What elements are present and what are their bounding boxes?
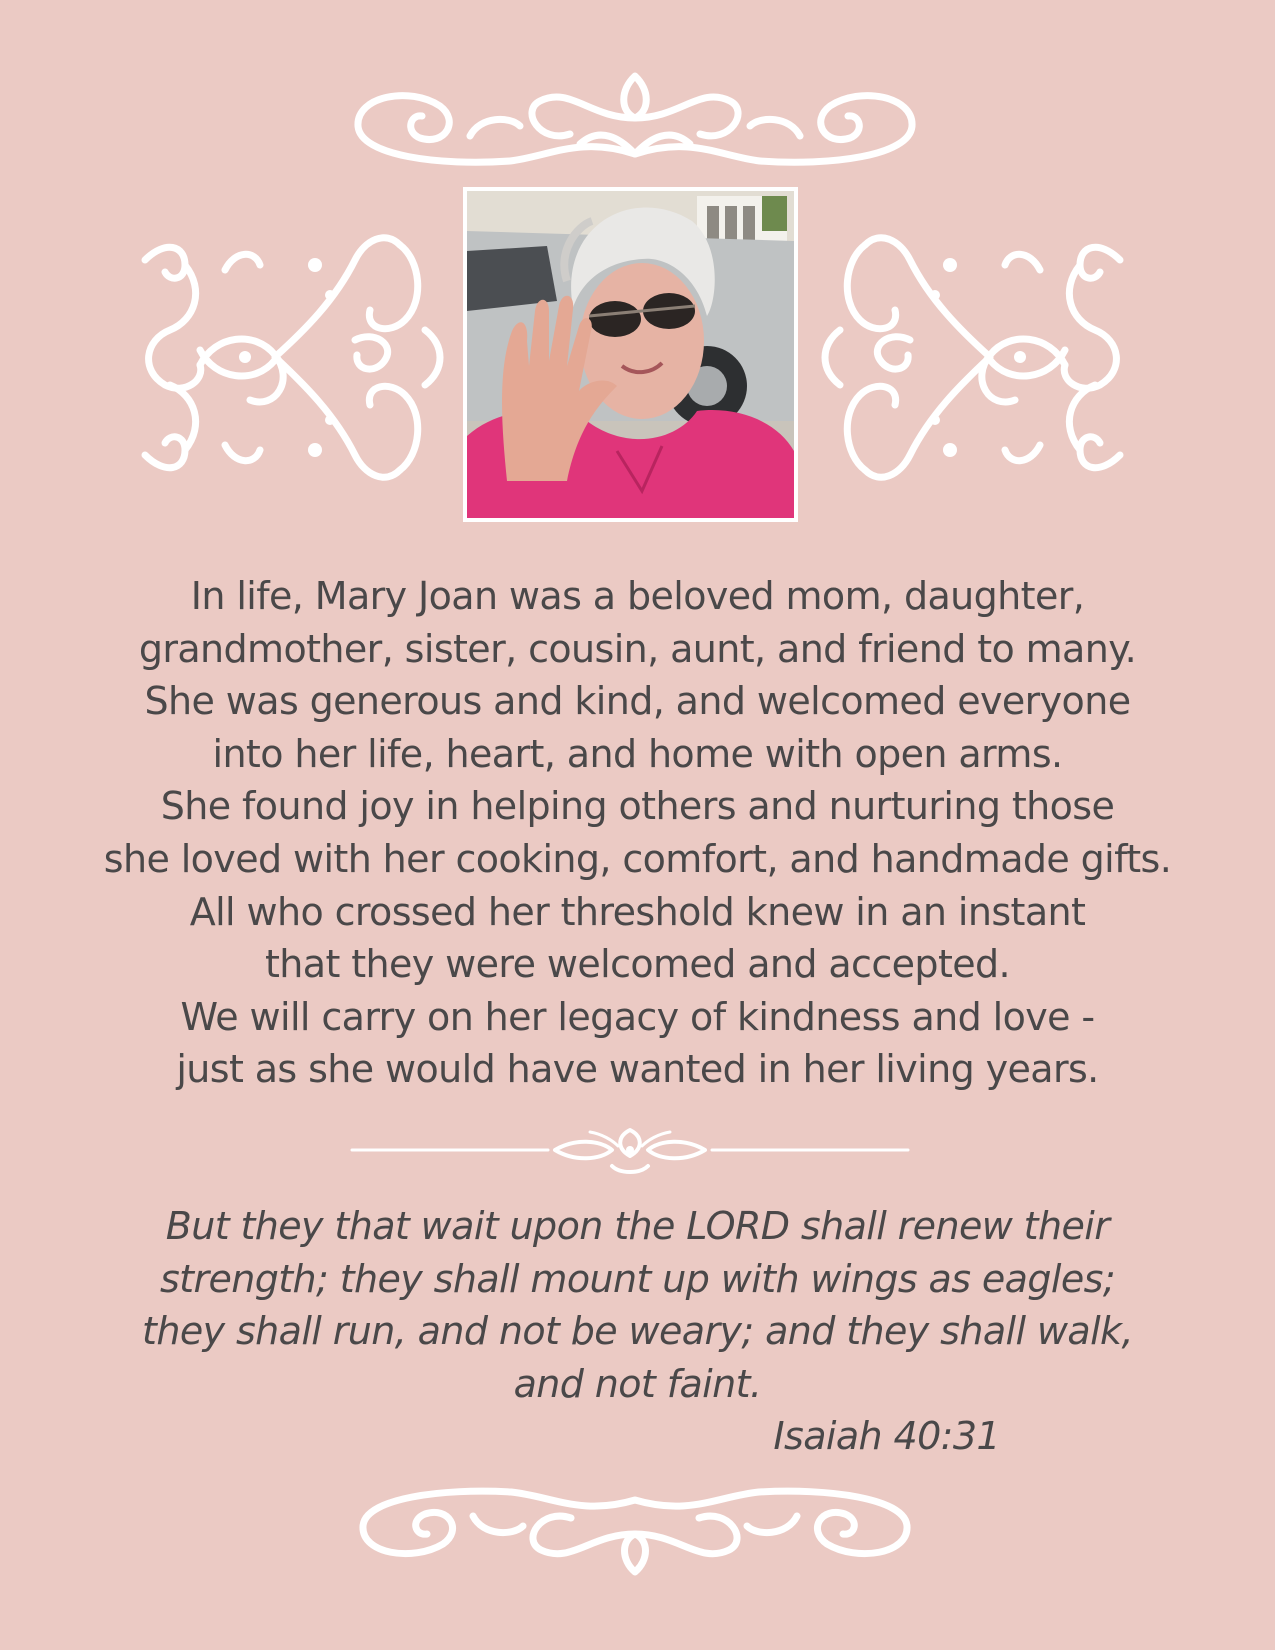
verse-line: strength; they shall mount up with wings as eagles; [159,1256,1116,1301]
bottom-flourish-icon [355,1480,915,1580]
tribute-line: She found joy in helping others and nurturing those [160,784,1115,829]
divider-flourish-icon [350,1122,910,1178]
tribute-line: All who crossed her threshold knew in an instant [189,889,1086,934]
scripture-verse [60,1200,1215,1410]
tribute-text [60,570,1215,1096]
tribute-line: that they were welcomed and accepted. [264,942,1011,987]
verse-line: But they that wait upon the LORD shall renew their [165,1204,1110,1248]
left-scroll-ornament-icon [125,220,455,495]
portrait-photo [463,187,798,522]
verse-citation: Isaiah 40:31 [773,1414,1000,1458]
tribute-line: just as she would have wanted in her living years. [176,1047,1099,1092]
tribute-line: In life, Mary Joan was a beloved mom, daughter, [190,574,1085,618]
right-scroll-ornament-icon [810,220,1140,495]
tribute-line: grandmother, sister, cousin, aunt, and friend to many. [138,626,1137,671]
tribute-line: into her life, heart, and home with open arms. [212,731,1063,776]
top-flourish-icon [350,66,920,172]
portrait-image [467,191,794,518]
verse-line: they shall run, and not be weary; and they shall walk, [142,1309,1133,1354]
tribute-line: She was generous and kind, and welcomed everyone [144,679,1131,724]
tribute-line: she loved with her cooking, comfort, and handmade gifts. [103,836,1172,881]
tribute-line: We will carry on her legacy of kindness and love - [180,994,1095,1039]
verse-line: and not faint. [513,1361,762,1406]
